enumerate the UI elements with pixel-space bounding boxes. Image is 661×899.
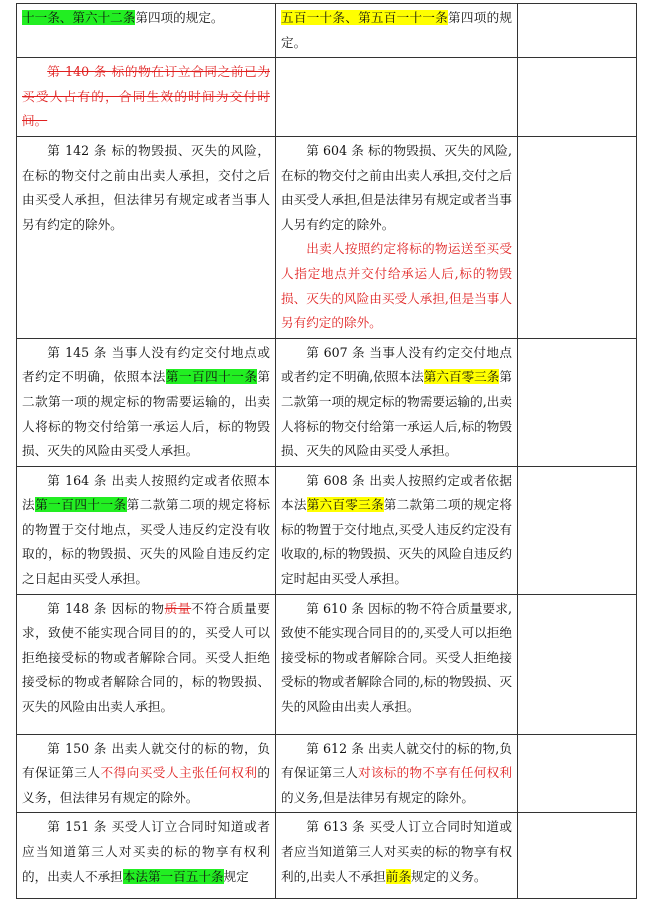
notes-cell (518, 466, 637, 594)
text-segment: 第 608 条 出卖人按照约定或者依据本法 (281, 472, 512, 513)
old-law-cell (17, 594, 276, 734)
text-segment: 不符合质量要求，致使不能实现合同目的的，买受人可以拒绝接受标的物或者解除合同。买受人拒绝接受标的物或者解除合同的，标的物毁损、灭失的风险由出卖人承担。 (22, 600, 270, 715)
article-paragraph (281, 737, 512, 811)
hl-yellow-text-segment: 第六百零三条 (423, 369, 500, 385)
hl-green-text-segment: 十一条、第六十二条 (22, 10, 136, 25)
text-segment: 第二款第一项的规定标的物需要运输的，出卖人将标的物交付给第一承运人后，标的物毁损、灭失的风险由买受人承担。 (22, 369, 270, 459)
red-text-segment: 对该标的物不享有任何权利 (358, 765, 513, 781)
table-row (17, 813, 637, 899)
text-segment: 第 148 条 因标的物 (47, 600, 165, 616)
hl-green-text-segment: 第一百四十一条 (165, 369, 258, 385)
text-segment: 第二款第二项的规定将标的物置于交付地点,买受人违反约定没有收取的,标的物毁损、灭失的风险自违反约定时起由买受人承担。 (281, 497, 513, 587)
text-segment: 第 612 条 出卖人就交付的标的物,负有保证第三人 (281, 740, 512, 781)
red-text-segment: 出卖人按照约定将标的物运送至买受人指定地点并交付给承运人后,标的物毁损、灭失的风险由买受人承担,但是当事人另有约定的除外。 (281, 241, 512, 331)
article-paragraph (281, 237, 512, 335)
table-row (17, 58, 637, 137)
notes-cell (518, 58, 637, 137)
table-row (17, 734, 637, 813)
notes-cell (518, 136, 637, 338)
text-segment: 第二款第一项的规定标的物需要运输的,出卖人将标的物交付给第一承运人后,标的物毁损、灭失的风险由买受人承担。 (281, 369, 512, 459)
text-segment: 规定 (223, 868, 249, 884)
civil-code-cell (276, 466, 518, 594)
text-segment: 第 613 条 买受人订立合同时知道或者应当知道第三人对买卖的标的物享有权利的,出卖人不承担 (281, 819, 512, 884)
text-segment: 第四项的规定。 (135, 10, 224, 25)
article-paragraph (22, 737, 270, 811)
civil-code-cell (276, 58, 518, 137)
text-segment: 的义务,但是法律另有规定的除外。 (281, 789, 474, 805)
red-text-segment: 不得向买受人主张任何权利 (100, 765, 258, 781)
civil-code-cell (276, 594, 518, 734)
article-paragraph (22, 815, 270, 889)
article-paragraph (22, 469, 270, 592)
comparison-table (16, 3, 637, 899)
text-segment: 第 604 条 标的物毁损、灭失的风险,在标的物交付之前由出卖人承担,交付之后由买受人承担,但是法律另有规定或者当事人另有约定的除外。 (281, 142, 512, 232)
text-segment: 规定的义务。 (410, 868, 487, 884)
article-paragraph (22, 341, 270, 464)
notes-cell (518, 594, 637, 734)
old-law-cell (17, 466, 276, 594)
article-paragraph (281, 815, 512, 889)
article-paragraph (281, 341, 512, 464)
strike-text-segment: 第 140 条 标的物在订立合同之前已为买受人占有的，合同生效的时间为交付时间。 (22, 64, 270, 129)
article-paragraph (22, 597, 270, 720)
text-segment: 第 145 条 当事人没有约定交付地点或者约定不明确，依照本法 (22, 344, 270, 385)
table-row (17, 338, 637, 466)
text-segment: 第四项的规定。 (281, 10, 513, 50)
text-segment: 第 607 条 当事人没有约定交付地点或者约定不明确,依照本法 (281, 344, 512, 385)
strike-text-segment: 质量 (164, 600, 192, 616)
civil-code-cell (276, 734, 518, 813)
text-segment: 第 610 条 因标的物不符合质量要求,致使不能实现合同目的的,买受人可以拒绝接受标的物或者解除合同。买受人拒绝接受标的物或者解除合同的,标的物毁损、灭失的风险由出卖人承担。 (281, 600, 512, 715)
article-paragraph (281, 469, 512, 592)
article-paragraph (22, 60, 270, 134)
hl-green-text-segment: 第一百四十一条 (35, 497, 127, 513)
article-paragraph (22, 139, 270, 237)
old-law-cell (17, 338, 276, 466)
old-law-cell (17, 136, 276, 338)
civil-code-cell (276, 4, 518, 58)
text-segment: 第 150 条 出卖人就交付的标的物，负有保证第三人 (22, 740, 270, 781)
table-row (17, 136, 637, 338)
hl-green-text-segment: 本法第一百五十条 (122, 868, 224, 884)
hl-yellow-text-segment: 五百一十条、第五百一十一条 (281, 10, 449, 25)
civil-code-cell (276, 338, 518, 466)
article-paragraph (22, 6, 270, 31)
table-row (17, 594, 637, 734)
text-segment: 第二款第二项的规定将标的物置于交付地点，买受人违反约定没有收取的，标的物毁损、灭失的风险自违反约定之日起由买受人承担。 (22, 497, 270, 587)
old-law-cell (17, 58, 276, 137)
table-row (17, 466, 637, 594)
notes-cell (518, 813, 637, 899)
civil-code-cell (276, 813, 518, 899)
notes-cell (518, 4, 637, 58)
text-segment: 第 164 条 出卖人按照约定或者依照本法 (22, 472, 270, 513)
article-paragraph (281, 6, 512, 55)
comparison-table-body (17, 4, 637, 899)
article-paragraph (281, 597, 512, 720)
hl-yellow-text-segment: 第六百零三条 (306, 497, 384, 513)
notes-cell (518, 338, 637, 466)
article-paragraph (281, 139, 512, 237)
old-law-cell (17, 813, 276, 899)
table-row (17, 4, 637, 58)
hl-yellow-text-segment: 前条 (385, 868, 411, 884)
old-law-cell (17, 734, 276, 813)
old-law-cell (17, 4, 276, 58)
text-segment: 第 151 条 买受人订立合同时知道或者应当知道第三人对买卖的标的物享有权利的，出卖人不承担 (22, 819, 270, 884)
text-segment: 的义务，但法律另有规定的除外。 (22, 765, 270, 805)
notes-cell (518, 734, 637, 813)
text-segment: 第 142 条 标的物毁损、灭失的风险，在标的物交付之前由出卖人承担，交付之后由买受人承担，但法律另有规定或者当事人另有约定的除外。 (22, 142, 270, 232)
civil-code-cell (276, 136, 518, 338)
